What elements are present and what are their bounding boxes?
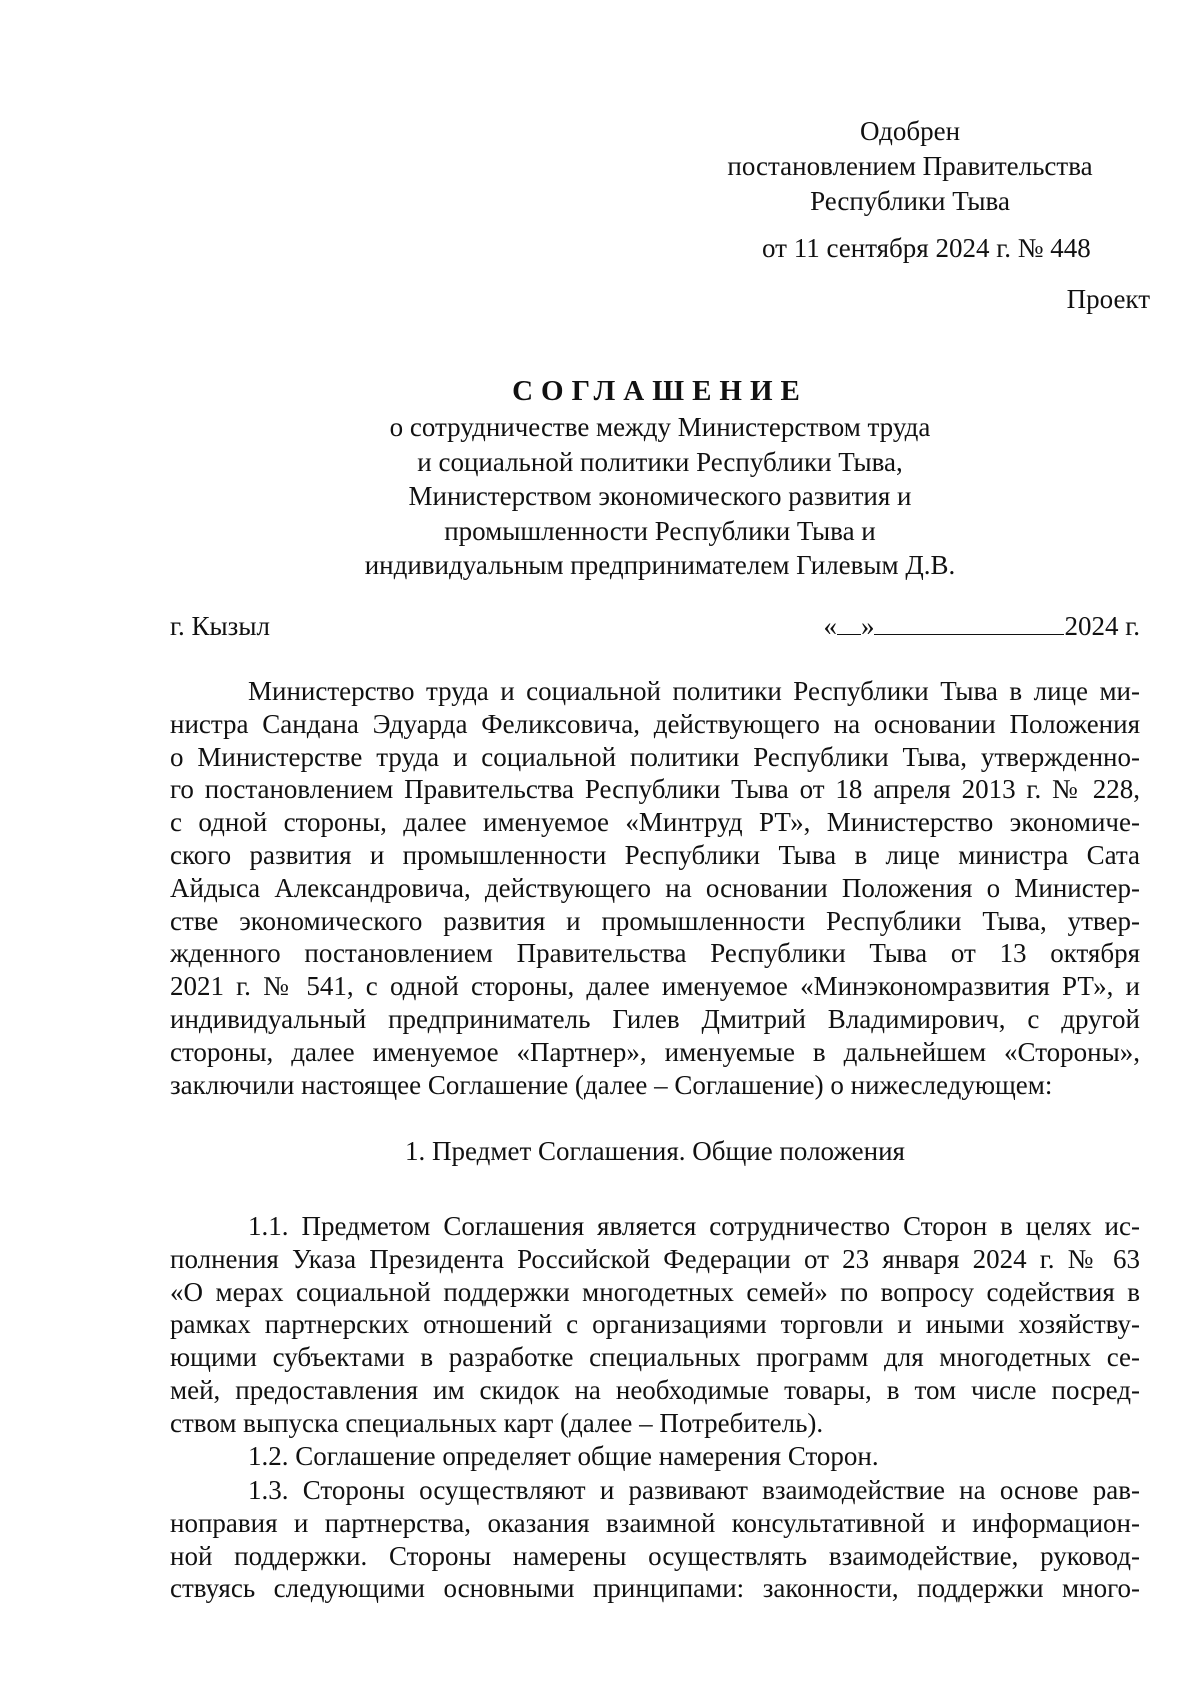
paragraph-line: «О мерах социальной поддержки многодетных семей» по вопросу содействия в (170, 1276, 1140, 1307)
month-blank (874, 612, 1064, 635)
paragraph-line: заключили настоящее Соглашение (далее – Соглашение) о нижеследующем: (170, 1069, 1053, 1100)
paragraph-line: мей, предоставления им скидок на необходимые товары, в том числе посред- (170, 1374, 1140, 1405)
date-year: 2024 г. (1064, 611, 1140, 641)
subtitle-line: Министерством экономического развития и (408, 481, 912, 511)
approval-date-number: от 11 сентября 2024 г. № 448 (762, 233, 1091, 263)
draft-label: Проект (1066, 284, 1150, 314)
section-heading: 1. Предмет Соглашения. Общие положения (405, 1136, 905, 1166)
paragraph-line: ствуясь следующими основными принципами: законности, поддержки много- (170, 1573, 1140, 1604)
paragraph-line: жденного постановлением Правительства Республики Тыва от 13 октября (170, 938, 1140, 969)
subtitle-line: промышленности Республики Тыва и (444, 515, 876, 546)
paragraph-line: 2021 г. № 541, с одной стороны, далее именуемое «Минэкономразвития РТ», и (170, 971, 1140, 1002)
paragraph-line: с одной стороны, далее именуемое «Минтруд РТ», Министерство экономиче- (170, 807, 1140, 838)
date-open-quote: « (823, 611, 837, 641)
date-field (823, 609, 1140, 644)
paragraph-line: ского развития и промышленности Республики Тыва в лице министра Сата (170, 839, 1140, 870)
paragraph-line: 1.1. Предметом Соглашения является сотрудничество Сторон в целях ис- (248, 1211, 1140, 1241)
paragraph-line: Айдыса Александровича, действующего на основании Положения о Министер- (170, 872, 1140, 903)
title-block (300, 374, 1020, 583)
place: г. Кызыл (170, 611, 270, 641)
approval-line: постановлением Правительства (727, 151, 1093, 181)
paragraph-line: индивидуальный предприниматель Гилев Дмитрий Владимирович, с другой (170, 1003, 1140, 1034)
document-title: СОГЛАШЕНИЕ (512, 375, 808, 407)
date-close-quote: » (860, 611, 875, 641)
paragraph-line: ноправия и партнерства, оказания взаимной консультативной и информацион- (170, 1507, 1140, 1538)
paragraph-line: полнения Указа Президента Российской Федерации от 23 января 2024 г. № 63 (170, 1243, 1140, 1274)
clause-1-1 (170, 1210, 1140, 1440)
subtitle-line: индивидуальным предпринимателем Гилевым Д.В. (364, 550, 956, 580)
paragraph-line: ством выпуска специальных карт (далее – Потребитель). (170, 1407, 824, 1438)
paragraph-line: 1.3. Стороны осуществляют и развивают взаимодействие на основе рав- (248, 1475, 1140, 1505)
subtitle-line: и социальной политики Республики Тыва, (417, 446, 903, 477)
approval-stamp (700, 114, 1120, 219)
place-date-row (170, 609, 1140, 645)
approval-line: Республики Тыва (810, 186, 1010, 216)
paragraph-line: Министерство труда и социальной политики Республики Тыва в лице ми- (248, 676, 1140, 706)
paragraph-line: го постановлением Правительства Республики Тыва от 18 апреля 2013 г. № 228, (170, 774, 1140, 805)
paragraph-line: стве экономического развития и промышленности Республики Тыва, утвер- (170, 905, 1140, 936)
paragraph-line: ной поддержки. Стороны намерены осуществлять взаимодействие, руковод- (170, 1540, 1140, 1571)
paragraph-line: рамках партнерских отношений с организациями торговли и иными хозяйству- (170, 1309, 1140, 1340)
paragraph-line: ющими субъектами в разработке специальных программ для многодетных се- (170, 1342, 1140, 1373)
subtitle-line: о сотрудничестве между Министерством труда (389, 412, 931, 442)
paragraph-line: стороны, далее именуемое «Партнер», именуемые в дальнейшем «Стороны», (170, 1036, 1140, 1067)
clause-1-2 (170, 1440, 1140, 1473)
paragraph-line: 1.2. Соглашение определяет общие намерения Сторон. (248, 1441, 879, 1471)
clause-1-3 (170, 1474, 1140, 1605)
day-blank (837, 612, 861, 635)
paragraph-line: нистра Сандана Эдуарда Феликсовича, действующего на основании Положения (170, 708, 1140, 739)
approval-line: Одобрен (859, 116, 961, 146)
preamble-paragraph (170, 675, 1140, 1101)
paragraph-line: о Министерстве труда и социальной политики Республики Тыва, утвержденно- (170, 741, 1140, 772)
